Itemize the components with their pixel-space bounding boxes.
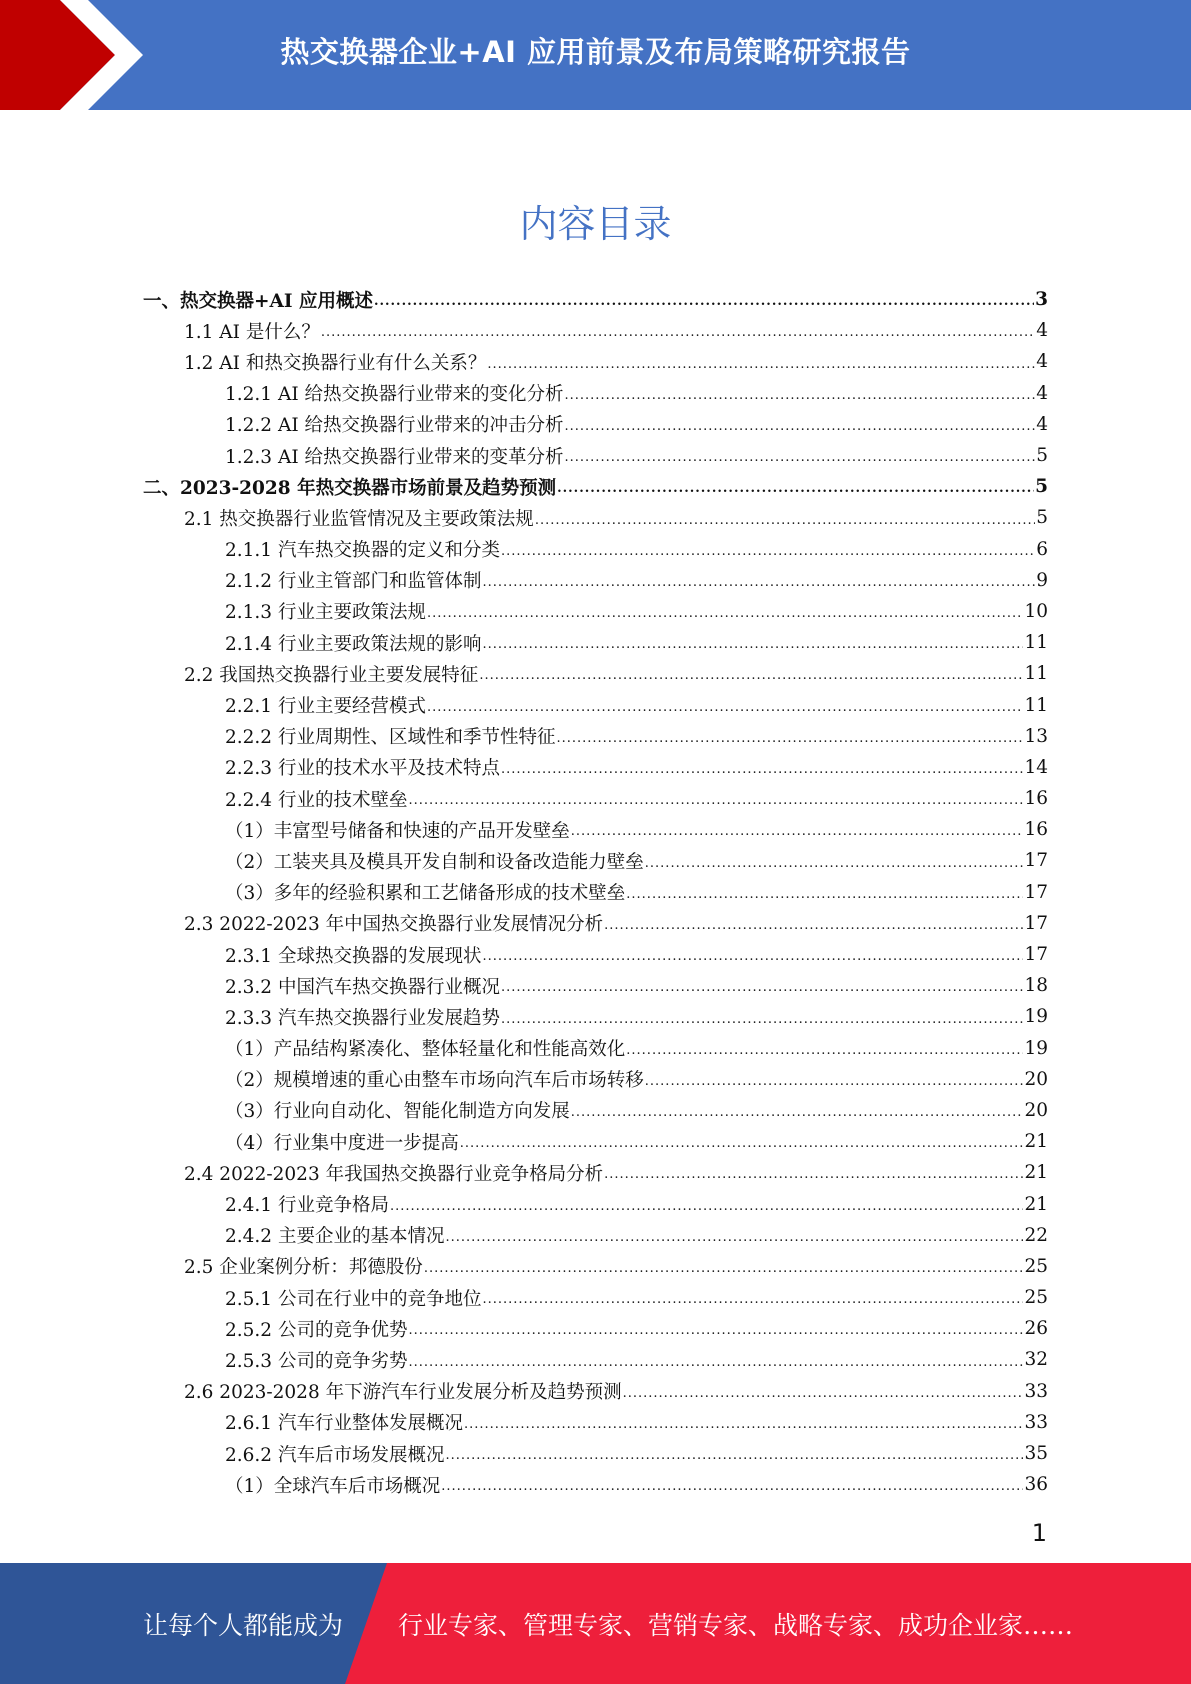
toc-entry[interactable] [143,752,1048,783]
toc-leader-dots [424,1262,1024,1282]
toc-entry-label: 2.4 2022-2023 年我国热交换器行业竞争格局分析 [184,1163,604,1185]
toc-entry-page: 4 [1036,320,1048,342]
toc-entry-label: （4）行业集中度进一步提高 [225,1132,459,1154]
toc-leader-dots [565,451,1036,471]
toc-leader-dots [445,1231,1023,1251]
toc-entry[interactable] [143,1095,1048,1126]
toc-leader-dots [479,669,1023,689]
toc-entry[interactable] [143,596,1048,627]
toc-entry-label: 2.5 企业案例分析：邦德股份 [184,1257,423,1279]
toc-entry-label: 2.4.1 行业竞争格局 [225,1195,389,1217]
toc-entry[interactable] [143,440,1048,471]
toc-entry[interactable] [143,1064,1048,1095]
toc-entry[interactable] [143,627,1048,658]
toc-entry-label: 2.6.2 汽车后市场发展概况 [225,1444,445,1466]
toc-entry-label: 2.2.4 行业的技术壁垒 [225,789,408,811]
toc-leader-dots [604,919,1023,939]
toc-entry-page: 4 [1036,413,1048,435]
toc-entry-label: 2.2.1 行业主要经营模式 [225,696,426,718]
toc-entry-label: 2.2.3 行业的技术水平及技术特点 [225,758,500,780]
toc-entry-page: 14 [1024,756,1048,778]
toc-entry[interactable] [143,1001,1048,1032]
toc-leader-dots [390,1200,1023,1220]
toc-entry-page: 4 [1036,382,1048,404]
toc-entry-label: 2.4.2 主要企业的基本情况 [225,1226,445,1248]
toc-leader-dots [556,732,1023,752]
footer-band [0,1563,1191,1684]
toc-entry[interactable] [143,315,1048,346]
toc-entry[interactable] [143,1313,1048,1344]
toc-entry-page: 3 [1035,289,1048,311]
toc-entry-label: 2.1.4 行业主要政策法规的影响 [225,633,482,655]
toc-entry-page: 25 [1024,1255,1048,1277]
toc-entry-page: 21 [1024,1162,1048,1184]
toc-leader-dots [427,701,1023,721]
toc-leader-dots [408,1356,1023,1376]
toc-leader-dots [482,1293,1023,1313]
toc-leader-dots [460,1137,1024,1157]
toc-entry[interactable] [143,1220,1048,1251]
toc-entry-page: 5 [1036,445,1048,467]
toc-entry-label: 2.1.3 行业主要政策法规 [225,602,426,624]
toc-leader-dots [626,888,1023,908]
toc-entry[interactable] [143,877,1048,908]
footer-slogan-right: 行业专家、管理专家、营销专家、战略专家、成功企业家…… [398,1610,1074,1640]
toc-entry[interactable] [143,908,1048,939]
toc-leader-dots [464,1418,1023,1438]
toc-entry-page: 21 [1024,1193,1048,1215]
toc-entry-label: 2.3.1 全球热交换器的发展现状 [225,945,482,967]
toc-leader-dots [501,545,1035,565]
toc-entry[interactable] [143,1033,1048,1064]
toc-entry-label: 2.5.1 公司在行业中的竞争地位 [225,1288,482,1310]
toc-entry[interactable] [143,845,1048,876]
toc-leader-dots [427,607,1023,627]
toc-entry-page: 21 [1024,1131,1048,1153]
toc-entry-label: （1）全球汽车后市场概况 [225,1475,441,1497]
toc-entry-label: 2.6.1 汽车行业整体发展概况 [225,1413,463,1435]
toc-entry[interactable] [143,1126,1048,1157]
toc-leader-dots [571,1106,1024,1126]
toc-entry-page: 25 [1024,1287,1048,1309]
toc-entry-page: 19 [1024,1006,1048,1028]
toc-entry[interactable] [143,565,1048,596]
toc-entry[interactable] [143,1469,1048,1500]
toc-leader-dots [565,420,1036,440]
toc-entry-page: 26 [1024,1318,1048,1340]
toc-leader-dots [441,1480,1023,1500]
toc-entry-page: 5 [1036,507,1048,529]
toc-entry[interactable] [143,970,1048,1001]
toc-entry-label: 2.1.2 行业主管部门和监管体制 [225,571,482,593]
toc-entry-label: 2.6 2023-2028 年下游汽车行业发展分析及趋势预测 [184,1382,622,1404]
toc-entry-label: 1.1 AI 是什么？ [184,321,320,343]
toc-entry[interactable] [143,1344,1048,1375]
toc-leader-dots [321,326,1035,346]
toc-leader-dots [408,1324,1023,1344]
toc-entry-page: 6 [1036,538,1048,560]
header-band [0,0,1191,110]
toc-entry[interactable] [143,1407,1048,1438]
toc-entry[interactable] [143,721,1048,752]
toc-entry-page: 19 [1024,1037,1048,1059]
toc-entry-label: 1.2 AI 和热交换器行业有什么关系？ [184,352,487,374]
toc-entry-page: 22 [1024,1224,1048,1246]
toc-entry[interactable] [143,1438,1048,1469]
toc-entry-label: 1.2.1 AI 给热交换器行业带来的变化分析 [225,384,564,406]
toc-entry[interactable] [143,1157,1048,1188]
report-title: 热交换器企业+AI 应用前景及布局策略研究报告 [280,34,911,69]
toc-leader-dots [501,1013,1023,1033]
toc-leader-dots [482,950,1023,970]
toc-entry[interactable] [143,1376,1048,1407]
toc-leader-dots [482,638,1023,658]
toc-leader-dots [445,1449,1023,1469]
toc-entry-label: 2.3.3 汽车热交换器行业发展趋势 [225,1007,500,1029]
toc-entry-page: 17 [1024,944,1048,966]
toc-entry-page: 16 [1024,819,1048,841]
toc-entry-label: 2.1.1 汽车热交换器的定义和分类 [225,540,500,562]
toc-entry-label: （2）工装夹具及模具开发自制和设备改造能力壁垒 [225,851,644,873]
toc-entry[interactable] [143,502,1048,533]
toc-entry[interactable] [143,658,1048,689]
toc-entry-label: 2.5.3 公司的竞争劣势 [225,1350,408,1372]
toc-entry-label: 1.2.3 AI 给热交换器行业带来的变革分析 [225,446,564,468]
toc-leader-dots [408,794,1023,814]
toc-entry[interactable] [143,1188,1048,1219]
toc-entry[interactable] [143,1282,1048,1313]
header-arrow-icon [0,0,160,110]
toc-entry-label: 2.5.2 公司的竞争优势 [225,1319,408,1341]
toc-entry-page: 17 [1024,912,1048,934]
toc-entry-page: 16 [1024,788,1048,810]
page-number: 1 [1031,1519,1047,1547]
toc-entry-page: 11 [1024,694,1048,716]
toc-entry-page: 17 [1024,850,1048,872]
toc-leader-dots [623,1387,1024,1407]
toc-leader-dots [626,1044,1023,1064]
toc-leader-dots [557,482,1034,502]
toc-entry[interactable] [143,471,1048,502]
toc-entry-page: 13 [1024,725,1048,747]
toc-entry-label: （3）多年的经验积累和工艺储备形成的技术壁垒 [225,883,626,905]
toc-entry[interactable] [143,284,1048,315]
toc-leader-dots [501,981,1023,1001]
toc-entry-label: 2.3.2 中国汽车热交换器行业概况 [225,976,500,998]
toc-entry[interactable] [143,689,1048,720]
toc-entry-label: 2.2.2 行业周期性、区域性和季节性特征 [225,727,556,749]
toc-entry-page: 20 [1024,1099,1048,1121]
toc-leader-dots [645,857,1024,877]
toc-entry-label: 2.1 热交换器行业监管情况及主要政策法规 [184,508,534,530]
toc-leader-dots [645,1075,1024,1095]
toc-entry[interactable] [143,814,1048,845]
toc-leader-dots [501,763,1023,783]
toc-entry-page: 33 [1024,1411,1048,1433]
toc-entry-page: 33 [1024,1380,1048,1402]
toc-entry-label: （2）规模增速的重心由整车市场向汽车后市场转移 [225,1070,644,1092]
toc-entry-page: 5 [1035,476,1048,498]
toc-entry-page: 11 [1024,663,1048,685]
toc-entry[interactable] [143,409,1048,440]
toc-entry-label: 1.2.2 AI 给热交换器行业带来的冲击分析 [225,415,564,437]
toc-entry-label: 一、热交换器+AI 应用概述 [143,290,373,312]
toc-leader-dots [374,295,1034,315]
toc-entry-page: 20 [1024,1068,1048,1090]
footer-slogan-left: 让每个人都能成为 [143,1610,344,1640]
toc-entry[interactable] [143,1251,1048,1282]
table-of-contents [143,284,1048,1500]
toc-entry-label: 2.3 2022-2023 年中国热交换器行业发展情况分析 [184,914,604,936]
toc-entry-page: 17 [1024,881,1048,903]
toc-entry-page: 11 [1024,632,1048,654]
toc-entry[interactable] [143,346,1048,377]
toc-entry-page: 36 [1024,1474,1048,1496]
toc-entry[interactable] [143,783,1048,814]
toc-entry[interactable] [143,939,1048,970]
toc-entry-label: （1）丰富型号储备和快速的产品开发壁垒 [225,820,570,842]
toc-entry-page: 32 [1024,1349,1048,1371]
toc-leader-dots [604,1168,1023,1188]
toc-entry[interactable] [143,378,1048,409]
toc-leader-dots [571,825,1024,845]
toc-entry-label: 二、2023-2028 年热交换器市场前景及趋势预测 [143,477,557,499]
toc-entry-label: （1）产品结构紧凑化、整体轻量化和性能高效化 [225,1039,626,1061]
toc-entry-page: 10 [1024,600,1048,622]
toc-entry-label: 2.2 我国热交换器行业主要发展特征 [184,664,479,686]
toc-leader-dots [487,358,1035,378]
toc-entry-page: 18 [1024,975,1048,997]
toc-entry-page: 35 [1024,1443,1048,1465]
toc-entry-page: 4 [1036,351,1048,373]
toc-entry-page: 9 [1036,569,1048,591]
toc-title: 内容目录 [519,202,672,246]
toc-leader-dots [565,389,1036,409]
toc-entry[interactable] [143,534,1048,565]
toc-entry-label: （3）行业向自动化、智能化制造方向发展 [225,1101,570,1123]
toc-leader-dots [535,514,1035,534]
toc-leader-dots [482,576,1035,596]
